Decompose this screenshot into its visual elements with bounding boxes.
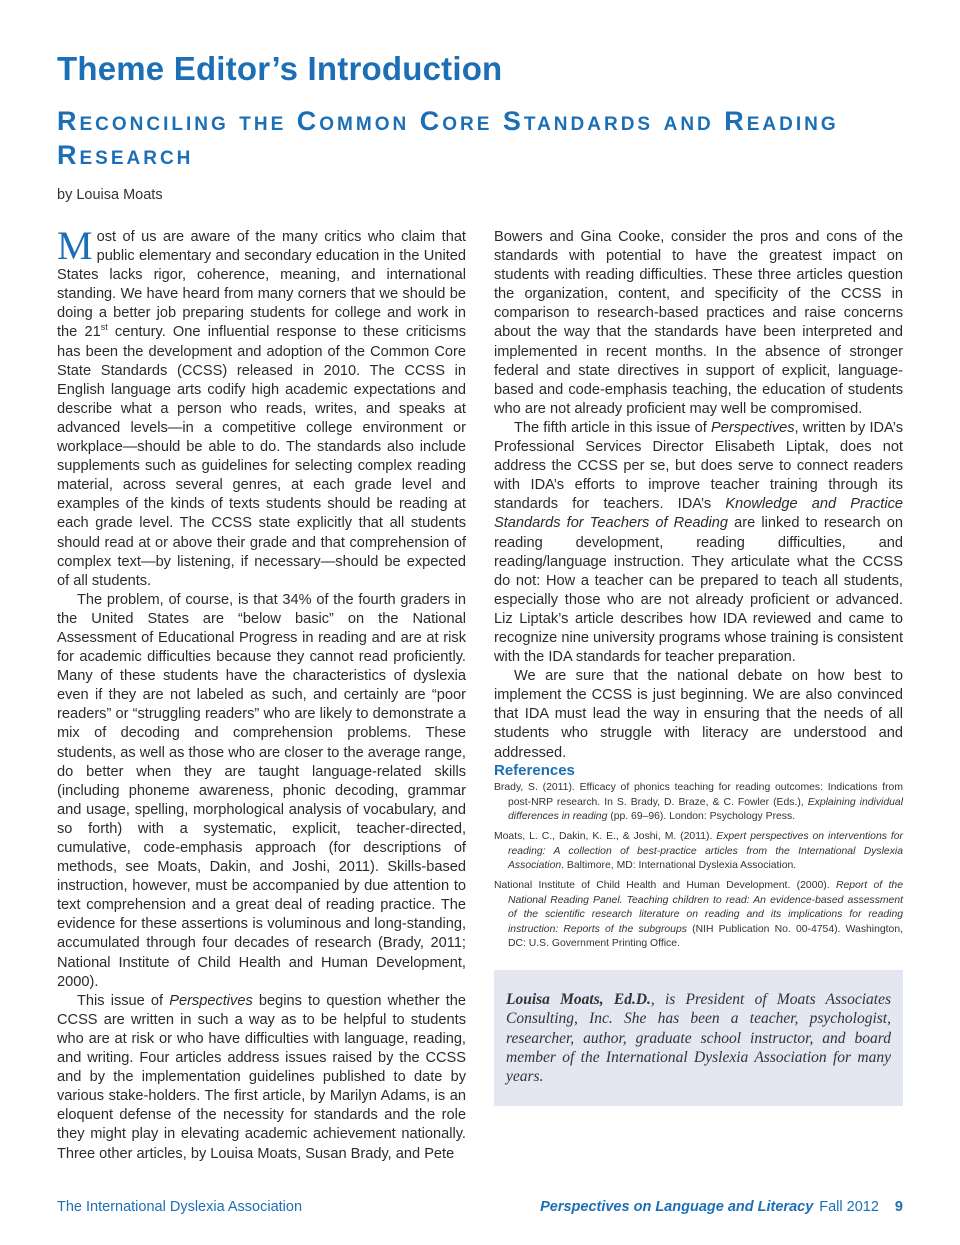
references-list — [494, 781, 903, 957]
paragraph-5-emphasis-1: Perspectives — [711, 419, 795, 436]
paragraph-4: Bowers and Gina Cooke, consider the pros and cons of the standards with potential to have the greatest impact on students with reading difficulties. These three articles question the organization, content, and specificity of the CCSS in comparison to research-based practices and raise concerns about the way that the standards have been interpreted and implemented in recent months. In the absence of stronger federal and state directives in support of explicit, language-based and code-emphasis teaching, the education of students who are not already proficient may well be compromised. — [494, 229, 903, 417]
footer-publication — [540, 1199, 903, 1215]
page-number: 9 — [894, 1199, 903, 1215]
reference-title: Explaining individual differences in reading — [508, 796, 903, 822]
reference-item — [494, 879, 903, 952]
right-column — [494, 228, 903, 763]
author-bio — [506, 990, 891, 1086]
drop-cap: M — [57, 223, 93, 268]
reference-text: (pp. 69–96). London: Psychology Press. — [607, 811, 796, 822]
paragraph-5 — [494, 419, 903, 667]
page-title: Theme Editor’s Introduction — [57, 50, 503, 87]
reference-title: Report of the National Reading Panel. Teaching children to read: An evidence-based assessment of the scientific research literature on reading and its implications for reading instruction: Reports of the subgroups — [508, 880, 903, 935]
paragraph-3-text-a: This issue of — [77, 992, 170, 1009]
reference-title: Expert perspectives on interventions for reading: A collection of best-practice articles from the International Dyslexia Association — [508, 831, 904, 871]
reference-text: Brady, S. (2011). Efficacy of phonics teaching for reading outcomes: Indications from post-NRP research. In S. Brady, D. Braze, & C. Fowler (Eds.), — [494, 782, 903, 808]
byline: by Louisa Moats — [57, 187, 163, 203]
paragraph-1-rest: century. One influential response to these criticisms has been the development and adoption of the Common Core State Standards (CCSS) released in 2010. The CCSS in English language arts codify high academic expectations and describe what a person who reads, writes, and speaks at advanced levels—in a competitive college environment or workplace—should be able to do. The standards also include supplements such as guidelines for selecting complex reading material, across several genres, at each grade level and examples of the kinds of texts students should be reading at each grade level. The CCSS state explicitly that all students should read at or above their grade and that comprehension of complex text—by listening, if necessary—should be expected of all students. — [57, 324, 466, 589]
left-column — [57, 223, 466, 1164]
reference-text: Moats, L. C., Dakin, K. E., & Joshi, M. (2011). — [494, 831, 717, 842]
paragraph-3 — [57, 992, 466, 1164]
reference-text: (NIH Publication No. 00-4754). Washington, DC: U.S. Government Printing Office. — [508, 923, 903, 949]
author-bio-box — [494, 970, 903, 1106]
paragraph-1 — [57, 223, 466, 591]
author-name: Louisa Moats, Ed.D. — [506, 991, 651, 1008]
footer-journal: Perspectives on Language and Literacy — [540, 1199, 814, 1215]
author-bio-text: , is President of Moats Associates Consulting, Inc. She has been a teacher, psychologist, researcher, author, graduate school instructor, and board member of the International Dyslexia Association for many years. — [506, 991, 891, 1086]
paragraph-2: The problem, of course, is that 34% of the fourth graders in the United States are “below basic” on the National Assessment of Educational Progress in reading and are at risk for academic difficulties because they cannot read proficiently. Many of these students have the characteristics of dyslexia even if they are not labeled as such, and certainly are “poor readers” or “struggling readers” who are likely to demonstrate a mix of decoding and comprehension problems. These students, as well as those who are closer to the average range, do better when they are taught language-related skills (including phoneme awareness, phonic decoding, grammar and usage, spelling, morphological analysis of vocabulary, and so forth) with a systematic, explicit, teacher-directed, cumulative, code-emphasis approach (for descriptions of methods, see Moats, Dakin, and Joshi, 2011). Skills-based instruction, however, must be accompanied by due attention to text comprehension and a great deal of reading practice. The evidence for these assertions is voluminous and long-standing, accumulated through four decades of research (Brady, 2011; National Institute of Child Health and Human Development, 2000). — [57, 591, 466, 990]
footer-issue: Fall 2012 — [819, 1199, 879, 1215]
reference-text: . Baltimore, MD: International Dyslexia Association. — [561, 860, 797, 871]
paragraph-5-text-c: are linked to research on reading development, reading difficulties, and reading/language instruction. They articulate what the CCSS do not: How a teacher can be prepared to teach all students, especially those who are not already proficient or advanced. Liz Liptak’s article describes how IDA reviewed and came to recognize nine university programs whose training is consistent with the IDA standards for teacher preparation. — [494, 515, 903, 666]
reference-item — [494, 830, 903, 874]
paragraph-5-text-a: The fifth article in this issue of — [514, 419, 711, 436]
ordinal-suffix: st — [100, 322, 108, 333]
paragraph-5-text-b: , written by IDA’s Professional Services Director Elisabeth Liptak, does not address the CCSS per se, but does serve to connect readers with IDA’s efforts to improve teacher training through its standards for teachers. IDA’s — [494, 419, 903, 513]
references-heading: References — [494, 762, 575, 779]
paragraph-3-emphasis: Perspectives — [169, 992, 253, 1009]
reference-item — [494, 781, 903, 825]
footer-organization: The International Dyslexia Association — [57, 1199, 303, 1215]
paragraph-6: We are sure that the national debate on how best to implement the CCSS is just beginning. We are also convinced that IDA must lead the way in ensuring that the needs of all students who struggle with literacy are understood and addressed. — [494, 668, 903, 761]
paragraph-5-emphasis-2: Knowledge and Practice Standards for Teachers of Reading — [494, 496, 904, 532]
paragraph-3-text-b: begins to question whether the CCSS are written in such a way as to be helpful to students who are at risk or who have difficulties with language, reading, and writing. Four articles address issues raised by the CCSS and by the implementation guidelines published to date by various stake-holders. The first article, by Marilyn Adams, is an eloquent defense of the necessity for standards and the role they might play in elevating academic achievement nationally. Three other articles, by Louisa Moats, Susan Brady, and Pete — [57, 992, 466, 1162]
paragraph-1-text: ost of us are aware of the many critics who claim that public elementary and secondary education in the United States lacks rigor, coherence, meaning, and international standing. We have heard from many corners that we should be doing a better job preparing students for college and work in the 21 — [57, 229, 466, 341]
reference-text: National Institute of Child Health and Human Development. (2000). — [494, 880, 836, 891]
article-subtitle: Reconciling the Common Core Standards and Reading Research — [57, 106, 839, 170]
